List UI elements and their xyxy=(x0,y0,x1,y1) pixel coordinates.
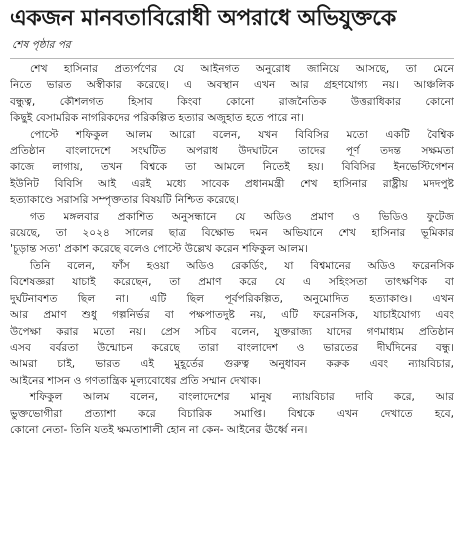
text-line: কাজে লাগায়, তখন বিশ্বকে তা আমলে নিতেই হয়। বিবিসির ইনভেস্টিগেশন xyxy=(10,161,454,174)
paragraph xyxy=(10,61,454,127)
headline: একজন মানবতাবিরোধী অপরাধে অভিযুক্তকে xyxy=(10,6,397,31)
text-line: নিতে ভারত অস্বীকার করেছে। এ অবস্থান এখন আর গ্রহণযোগ্য নয়। আঞ্চলিক xyxy=(10,79,454,92)
paragraph xyxy=(10,258,454,389)
text-line: গত মঙ্গলবার প্রকাশিত অনুসন্ধানে যে অডিও প্রমাণ ও ভিডিও ফুটেজ xyxy=(30,210,454,223)
text-line: প্রতিষ্ঠান বাংলাদেশে সংঘটিত অপরাধ উদঘাটনে তাদের পূর্ণ তদন্ত সক্ষমতা xyxy=(10,145,454,158)
text-line: এসব বর্বরতা উন্মোচন করেছে তারা বাংলাদেশ ও ভারতের দীর্ঘদিনের বন্ধু। xyxy=(10,341,454,354)
text-line: বিশেষজ্ঞরা যাচাই করেছেন, তা প্রমাণ করে যে এ সহিংসতা তাৎক্ষণিক বা xyxy=(10,276,454,289)
article-body xyxy=(10,61,454,438)
text-line: শফিকুল আলম বলেন, বাংলাদেশের মানুষ ন্যায়বিচার দাবি করে, আর xyxy=(30,391,454,404)
paragraph xyxy=(10,209,454,258)
text-line: বন্ধুত্ব, কৌশলগত হিসাব কিংবা কোনো রাজনৈতিক উত্তরাধিকার কোনো xyxy=(10,95,454,108)
text-line: রয়েছে, তা ২০২৪ সালের ছাত্র বিক্ষোভ দমন অভিযানে শেখ হাসিনার ভূমিকার xyxy=(10,227,454,240)
paragraph xyxy=(10,127,454,209)
text-line: আইনের শাসন ও গণতান্ত্রিক মূল্যবোধের প্রতি সম্মান দেখাক। xyxy=(10,374,261,387)
text-line: কোনো নেতা- তিনি যতই ক্ষমতাশালী হোন না কেন- আইনের ঊর্ধ্বে নন। xyxy=(10,423,308,436)
text-line: হত্যাকাণ্ডে সরাসরি সম্পৃক্ততার বিষয়টি নিশ্চিত করেছে। xyxy=(10,194,239,207)
text-line: 'চূড়ান্ত সত্য' প্রকাশ করেছে বলেও পোস্টে উল্লেখ করেন শফিকুল আলম। xyxy=(10,243,309,256)
text-line: ইউনিট বিবিসি আই এরই মধ্যে সাবেক প্রধানমন্ত্রী শেখ হাসিনার রাষ্ট্রীয় মদদপুষ্ট xyxy=(10,177,454,190)
text-line: আমরা চাই, ভারত এই মুহূর্তের গুরুত্ব অনুধাবন করুক এবং ন্যায়বিচার, xyxy=(10,358,454,371)
text-line: উপেক্ষা করার মতো নয়। প্রেস সচিব বলেন, যুক্তরাজ্য যাদের গণমাধ্যম প্রতিষ্ঠান xyxy=(10,325,454,338)
text-line: ভুক্তভোগীরা প্রত্যাশা করে বিচারিক সমাপ্তি। বিশ্বকে এখন দেখাতে হবে, xyxy=(10,407,454,420)
text-line: কিছুই বেসামরিক নাগরিকদের পরিকল্পিত হত্যার অজুহাত হতে পারে না। xyxy=(10,112,305,125)
text-line: পোস্টে শফিকুল আলম আরো বলেন, যখন বিবিসির মতো একটি বৈশ্বিক xyxy=(30,128,454,141)
text-line: শেখ হাসিনার প্রত্যর্পণের যে আইনগত অনুরোধ জানিয়ে আসছে, তা মেনে xyxy=(30,63,454,75)
paragraph xyxy=(10,389,454,438)
text-line: আর প্রমাণ শুধু গল্পনির্ভর বা পক্ষপাতদুষ্ট নয়, এটি ফরেনসিক, যাচাইযোগ্য এবং xyxy=(10,309,454,322)
text-line: দুর্ঘটনাবশত ছিল না। এটি ছিল পূর্বপরিকল্পিত, অনুমোদিত হত্যাকাণ্ড। এখন xyxy=(10,292,454,305)
text-line: তিনি বলেন, ফাঁস হওয়া অডিও রেকর্ডিং, যা বিশ্বমানের অডিও ফরেনসিক xyxy=(30,259,454,272)
continued-from-label: শেষ পৃষ্ঠার পর xyxy=(12,39,71,51)
divider xyxy=(10,58,454,59)
